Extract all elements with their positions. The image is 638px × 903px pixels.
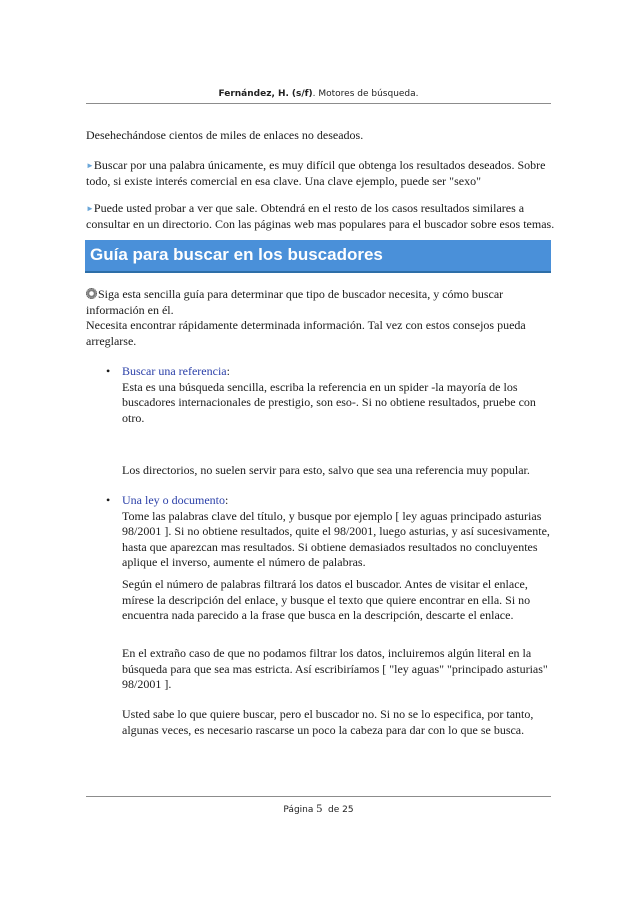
colon: : (224, 493, 229, 507)
paragraph-3 (86, 201, 556, 232)
bullet-icon: • (106, 493, 111, 507)
item-2-extra-1: Según el número de palabras filtrará los datos el buscador. Antes de visitar el enlace, mírese la descripción del enlace, y busque el texto que quiere encontrar en ella. Si no encuentra nada parecido a la frase que busca en la descripción, descarte el enlace. (122, 577, 531, 622)
page-footer (86, 796, 551, 816)
section-title: Guía para buscar en los buscadores (90, 245, 383, 264)
item-2-extra-3: Usted sabe lo que quiere buscar, pero el buscador no. Si no se lo especifica, por tanto, algunas veces, es necesario rascarse un poco la cabeza para dar con lo que se busca. (122, 707, 534, 737)
item-1-text: Esta es una búsqueda sencilla, escriba la referencia en un spider -la mayoría de los buscadores internacionales de prestigio, son eso-. Si no obtiene resultados, pruebe con otro. (122, 379, 536, 425)
header-author: Fernández, H. (218, 89, 289, 99)
item-1-extra: Los directorios, no suelen servir para esto, salvo que sea una referencia muy popular. (122, 463, 530, 477)
header-title: . Motores de búsqueda. (312, 89, 419, 99)
paragraph-1: Desehechándose cientos de miles de enlaces no deseados. (86, 128, 364, 142)
footer-page-number: 5 (316, 801, 323, 815)
paragraph-3-text: Puede usted probar a ver que sale. Obtendrá en el resto de los casos resultados similares a consultar en un directorio. Con las páginas web mas populares para el buscador sobre esos temas. (86, 201, 555, 231)
link-ley-documento[interactable]: Una ley o documento (122, 493, 225, 507)
gear-icon (86, 288, 97, 299)
intro-paragraph (86, 287, 556, 349)
arrow-bullet-icon: ► (86, 204, 94, 213)
footer-of-label: de (328, 805, 340, 815)
list-item-ley (104, 493, 550, 571)
colon: : (226, 364, 230, 378)
header-date: (s/f) (291, 89, 313, 99)
arrow-bullet-icon: ► (86, 161, 94, 170)
list-item-referencia (104, 364, 550, 426)
footer-page-label: Página (283, 805, 314, 815)
item-2-extra-2: En el extraño caso de que no podamos filtrar los datos, incluiremos algún literal en la búsqueda para que sea mas estricta. Así escribiríamos [ "ley aguas" "principado asturias" 98/2001 ]. (122, 646, 548, 691)
footer-total-pages: 25 (342, 805, 354, 815)
intro-line-2: Necesita encontrar rápidamente determinada información. Tal vez con estos consejos pueda arreglarse. (86, 318, 526, 348)
item-2-text: Tome las palabras clave del título, y busque por ejemplo [ ley aguas principado asturias 98/2001 ]. Si no obtiene resultados, quite el 98/2001, luego asturias, y así sucesivamente, hasta que aparezcan mas resultados. Si obtiene demasiados resultados no concluyentes aplique el inverso, aumente el número de palabras. (122, 508, 550, 569)
bullet-icon: • (106, 364, 111, 378)
link-buscar-referencia[interactable]: Buscar una referencia (122, 364, 227, 378)
paragraph-2 (86, 158, 556, 189)
section-banner (85, 240, 551, 273)
paragraph-2-text: Buscar por una palabra únicamente, es muy difícil que obtenga los resultados deseados. Sobre todo, si existe interés comercial en esa clave. Una clave ejemplo, puede ser "sexo" (86, 158, 546, 188)
intro-line-1: Siga esta sencilla guía para determinar que tipo de buscador necesita, y cómo buscar información en él. (86, 287, 504, 317)
running-header (86, 88, 551, 104)
